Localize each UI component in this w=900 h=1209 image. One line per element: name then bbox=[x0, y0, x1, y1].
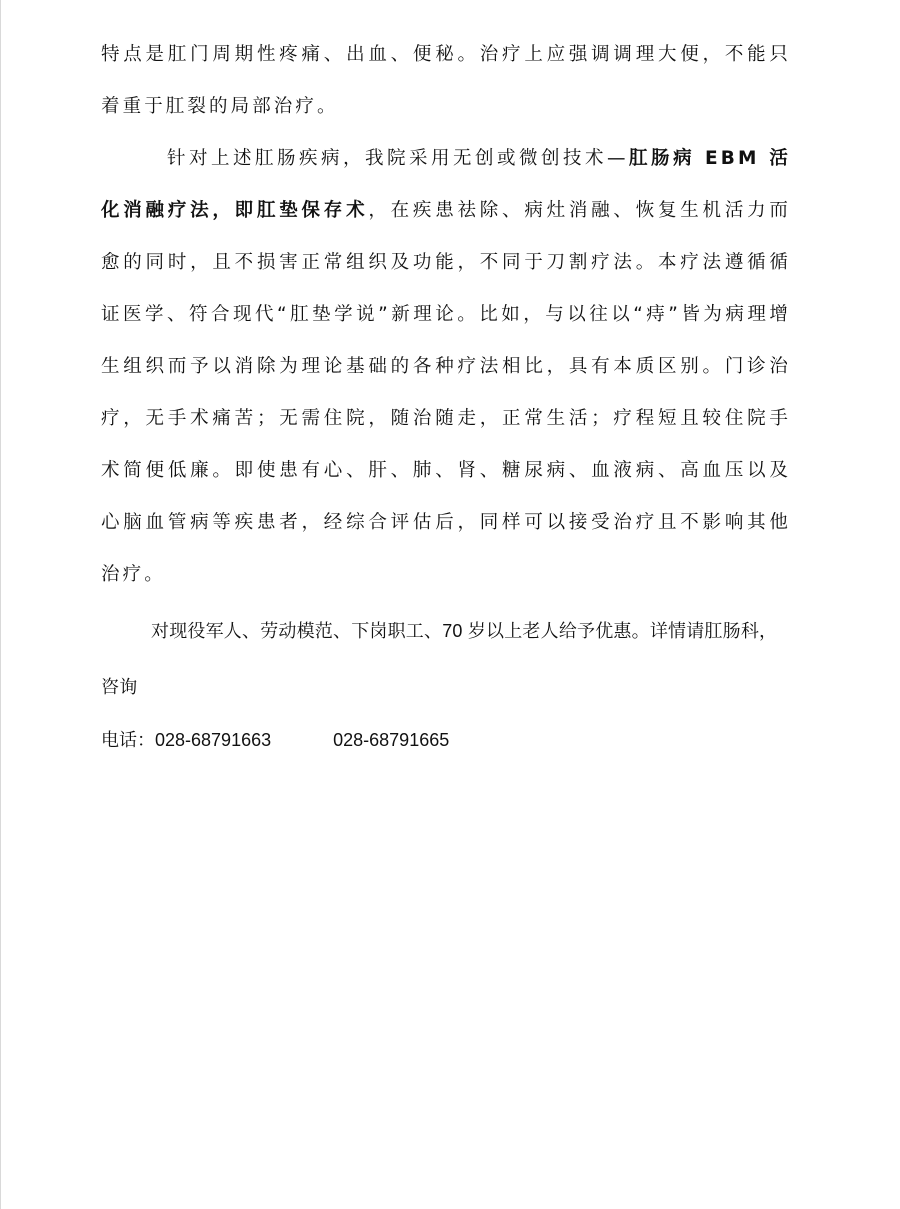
paragraph-body-text: ，在疾患祛除、病灶消融、恢复生机活力而愈的同时，且不损害正常组织及功能，不同于刀割疗法。本疗法遵循循证医学、符合现代“肛垫学说”新理论。比如，与以往以“痔”皆为病理增生组织而予以消除为理论基础的各种疗法相比，具有本质区别。门诊治疗，无手术痛苦；无需住院，随治随走，正常生活；疗程短且较住院手术简便低廉。即使患有心、肝、肺、肾、糖尿病、血液病、高血压以及心脑血管病等疾患者，经综合评估后，同样可以接受治疗且不影响其他治疗。 bbox=[101, 200, 791, 585]
paragraph-treatment-method bbox=[101, 133, 791, 601]
phone-label: 电话： bbox=[101, 730, 155, 750]
paragraph-text: 特点是肛门周期性疼痛、出血、便秘。治疗上应强调调理大便，不能只着重于肛裂的局部治疗。 bbox=[101, 44, 791, 117]
phone-number-1: 028-68791663 bbox=[155, 730, 272, 750]
paragraph-intro-text: 针对上述肛肠疾病，我院采用无创或微创技术— bbox=[167, 148, 629, 169]
phone-line bbox=[101, 715, 791, 765]
phone-number-2: 028-68791665 bbox=[333, 730, 450, 750]
paragraph-anal-fissure-summary bbox=[101, 29, 791, 133]
paragraph-discount-notice bbox=[101, 603, 791, 715]
document-body bbox=[101, 29, 791, 765]
treatment-name-bold: 肛肠病 EBM 活化消融疗法，即肛垫保存术 bbox=[101, 148, 791, 221]
discount-text: 对现役军人、劳动模范、下岗职工、70 岁以上老人给予优惠。详情请肛肠科，咨询 bbox=[101, 621, 778, 697]
